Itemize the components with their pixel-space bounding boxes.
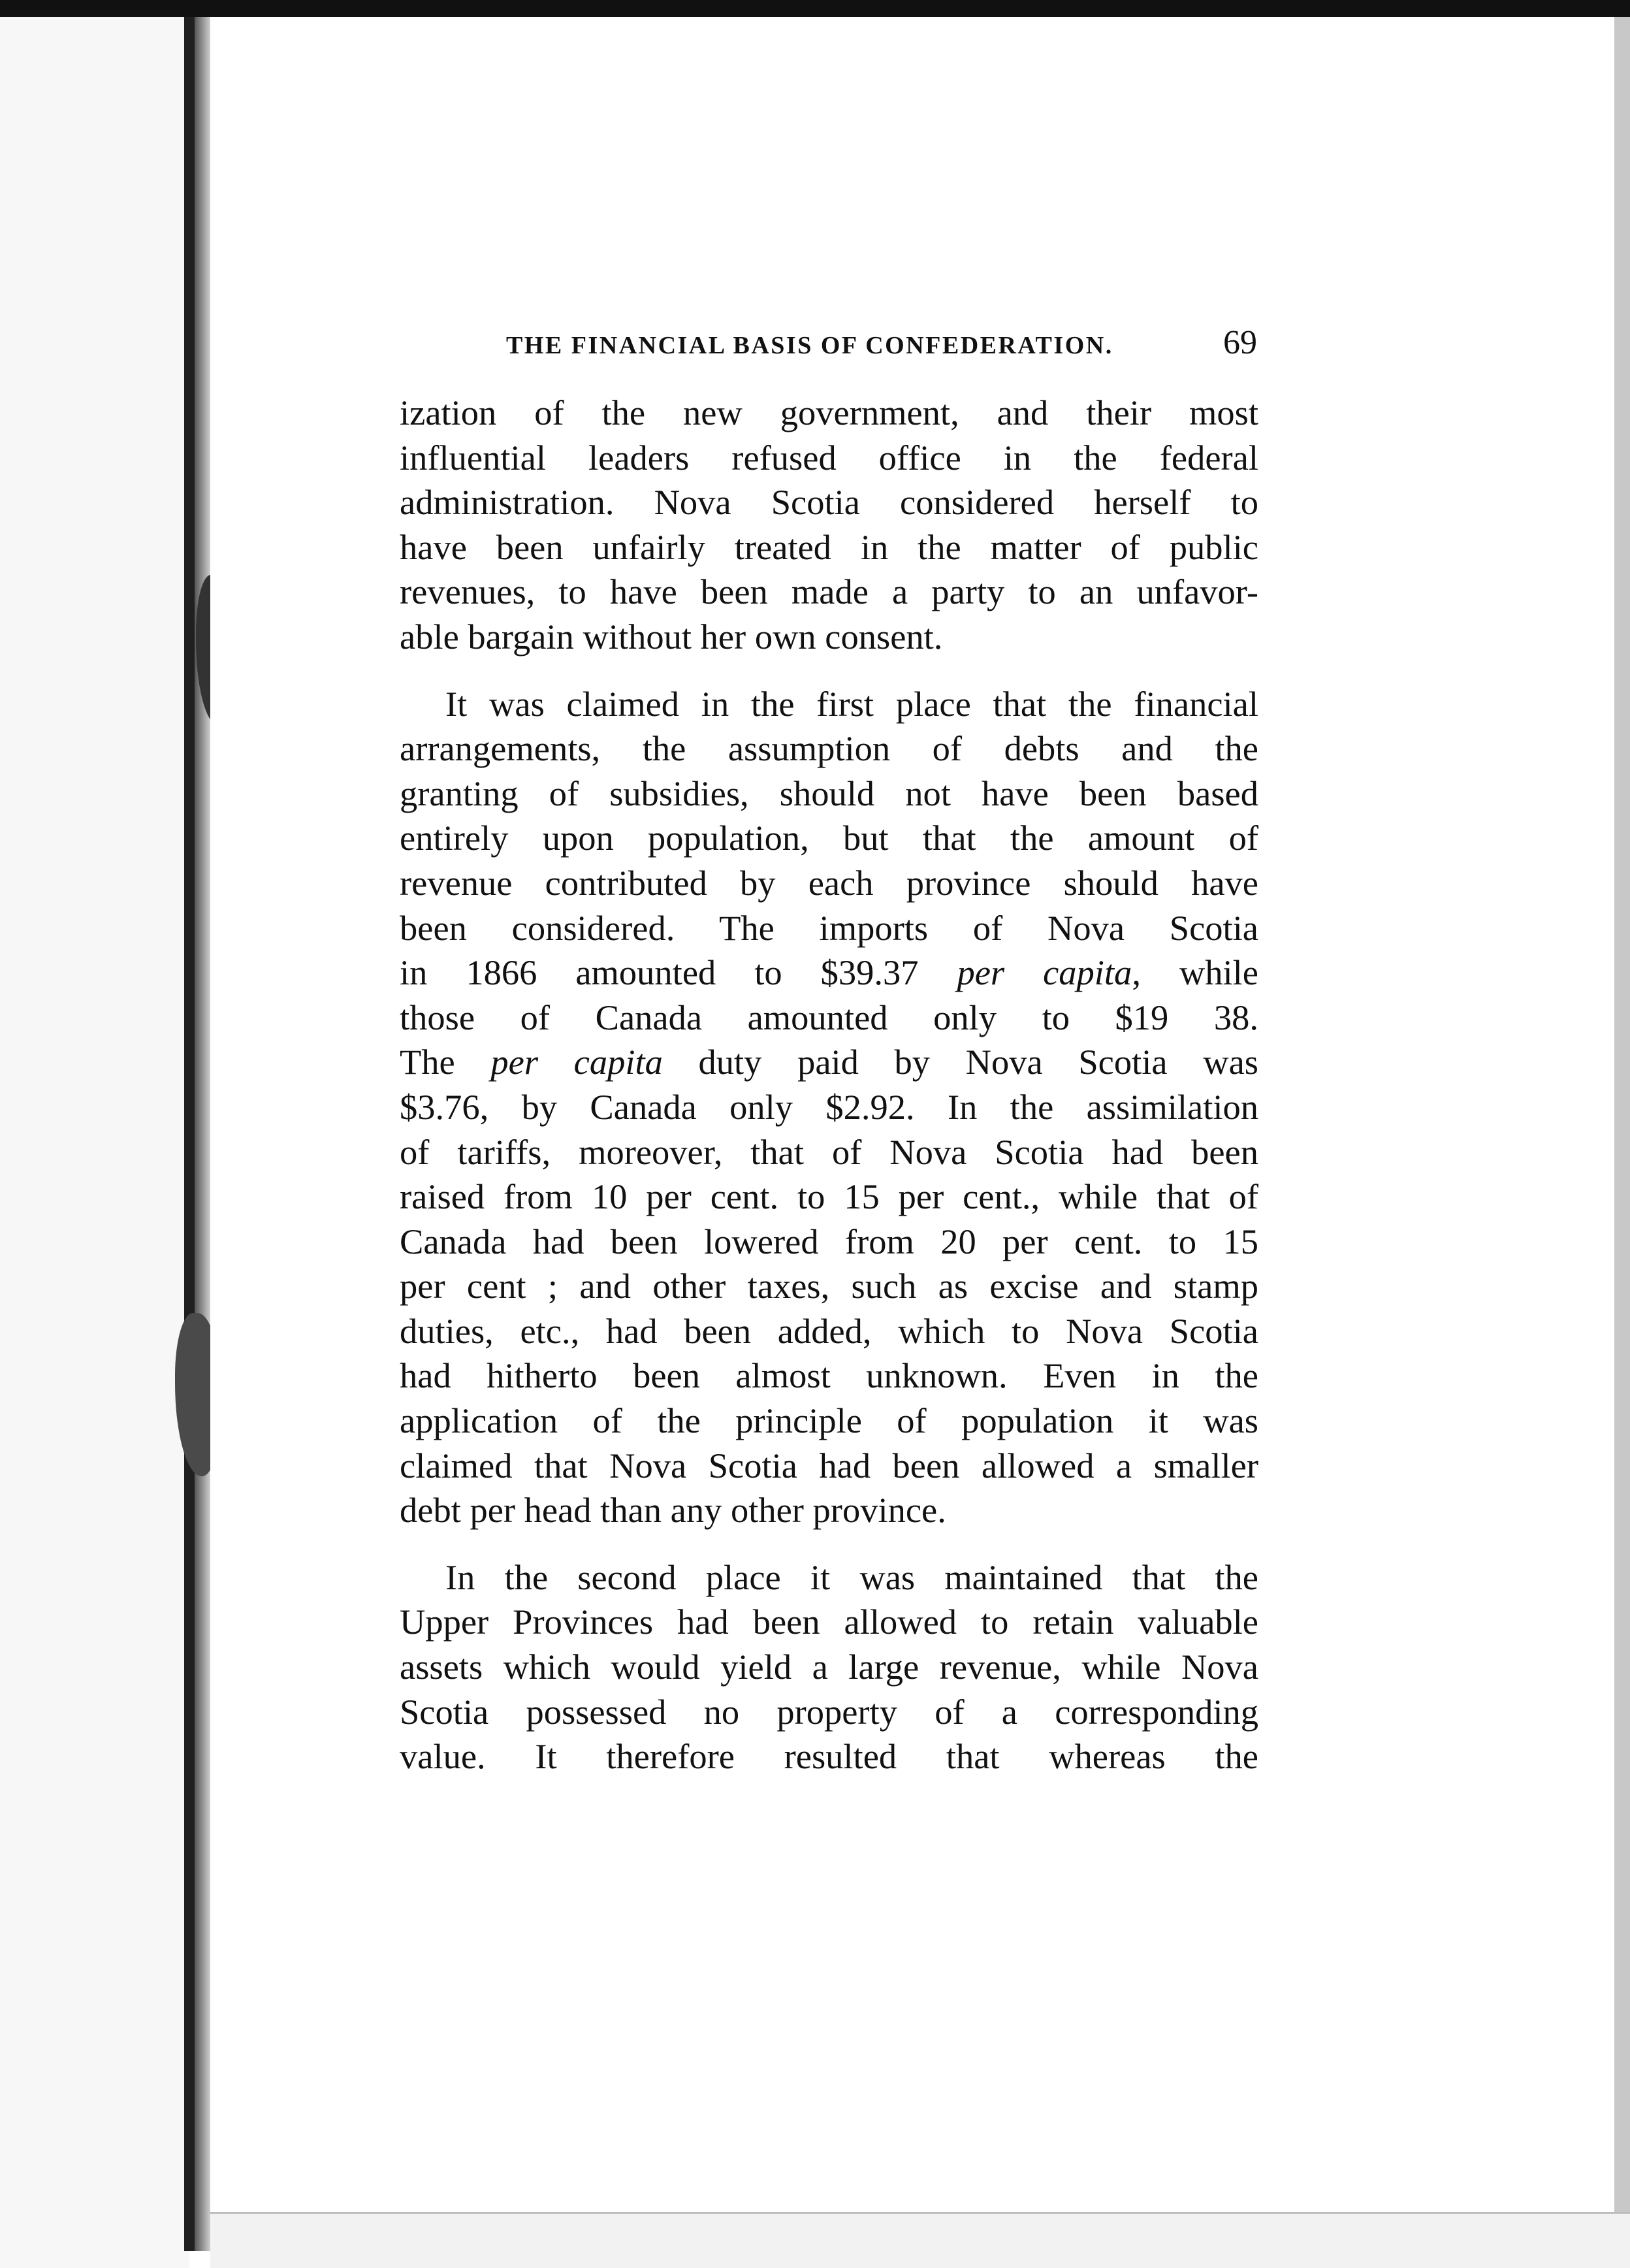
text-line: Scotia possessed no property of a corresponding (400, 1691, 1258, 1732)
text-line: ization of the new government, and their most (400, 393, 1258, 432)
text-line: entirely upon population, but that the amount of (400, 818, 1258, 858)
text-line: influential leaders refused office in the federal (400, 437, 1258, 478)
text-line: in 1866 amounted to $39.37 per capita, while (400, 952, 1258, 993)
text-line: granting of subsidies, should not have been based (400, 773, 1258, 813)
paragraph (400, 1555, 1258, 1779)
text-line: administration. Nova Scotia considered herself to (400, 482, 1258, 523)
book-gutter (184, 17, 195, 2251)
text-line: raised from 10 per cent. to 15 per cent., while that of (400, 1176, 1258, 1217)
text-line: been considered. The imports of Nova Scotia (400, 907, 1258, 948)
facing-page-edge (0, 17, 189, 2268)
running-head-title: THE FINANCIAL BASIS OF CONFEDERATION. (506, 332, 1113, 359)
paragraph (400, 682, 1258, 1533)
page-number: 69 (1223, 324, 1257, 361)
page-bottom-edge (210, 2212, 1630, 2268)
text-line: In the second place it was maintained that the (445, 1557, 1258, 1597)
running-head (506, 323, 1257, 376)
text-line: have been unfairly treated in the matter of public (400, 526, 1258, 567)
text-line: value. It therefore resulted that whereas the (400, 1736, 1258, 1777)
text-line: revenue contributed by each province should have (400, 862, 1258, 903)
text-line: application of the principle of population it was (400, 1401, 1258, 1441)
scan-top-edge (0, 0, 1630, 17)
binding-shadow (195, 17, 210, 2251)
text-line: revenues, to have been made a party to an unfavor- (400, 572, 1258, 612)
text-line: claimed that Nova Scotia had been allowed a smaller (400, 1445, 1258, 1485)
text-line: assets which would yield a large revenue, while Nova (400, 1647, 1258, 1687)
text-line: duties, etc., had been added, which to Nova Scotia (400, 1310, 1258, 1351)
text-line: per cent ; and other taxes, such as excise and stamp (400, 1266, 1258, 1306)
text-line: able bargain without her own consent. (400, 616, 943, 656)
paragraph (400, 391, 1258, 660)
text-line: of tariffs, moreover, that of Nova Scotia had been (400, 1131, 1258, 1172)
text-line: It was claimed in the first place that the financial (445, 683, 1258, 724)
text-line: Canada had been lowered from 20 per cent. to 15 (400, 1221, 1258, 1261)
text-line: those of Canada amounted only to $19 38. (400, 997, 1258, 1037)
italic-phrase: per capita (957, 952, 1132, 993)
text-line: arrangements, the assumption of debts and the (400, 728, 1258, 769)
page-right-edge (1614, 17, 1630, 2268)
text-line: Upper Provinces had been allowed to retain valuable (400, 1602, 1258, 1642)
italic-phrase: per capita (490, 1042, 663, 1082)
text-line: debt per head than any other province. (400, 1490, 946, 1531)
text-line: $3.76, by Canada only $2.92. In the assimilation (400, 1086, 1258, 1127)
text-line: The per capita duty paid by Nova Scotia was (400, 1042, 1258, 1082)
body-text (400, 391, 1258, 1779)
text-line: had hitherto been almost unknown. Even in the (400, 1355, 1258, 1396)
